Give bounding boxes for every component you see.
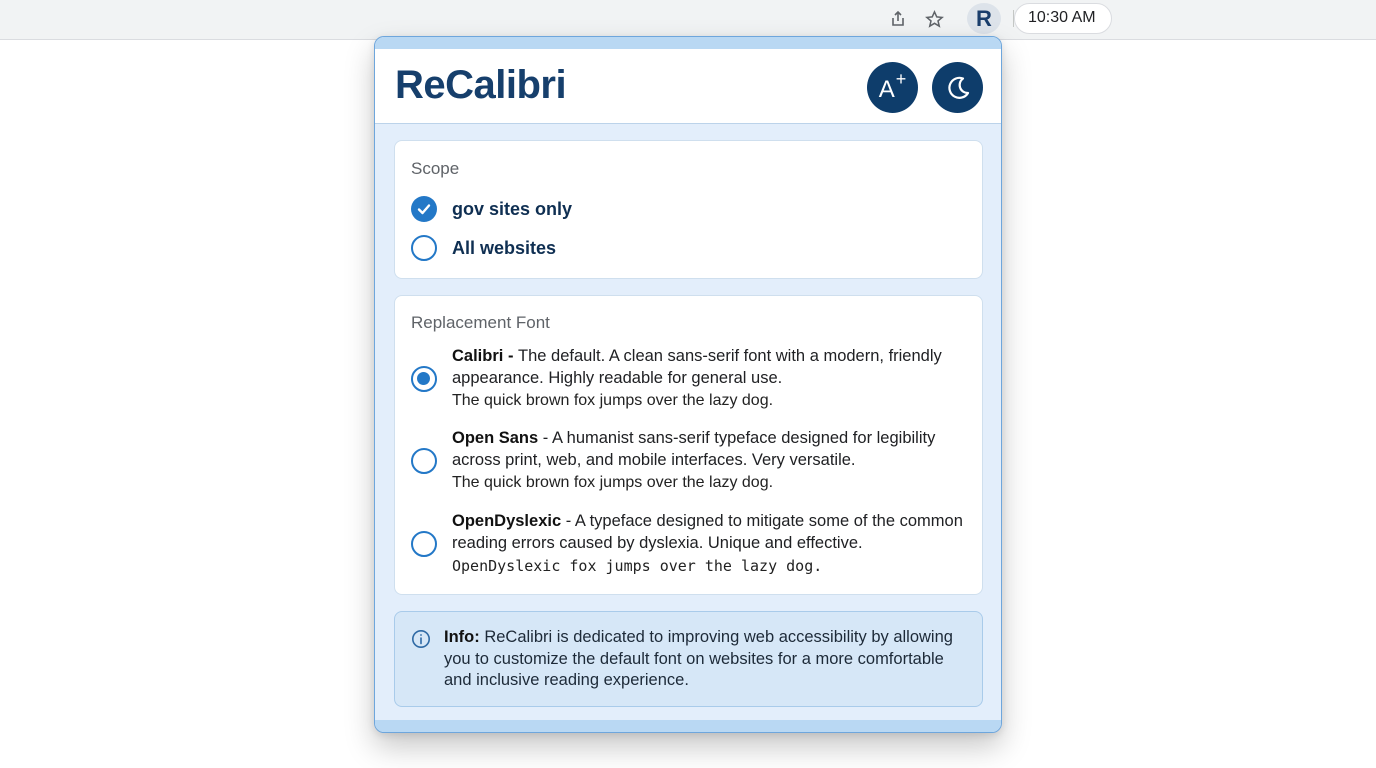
popup-top-band [375,37,1001,49]
opendyslexic-option[interactable]: OpenDyslexic - A typeface designed to mitigate some of the common reading errors caused by dyslexia. Unique and effective. OpenDyslexic fox jumps over the lazy dog. [452,510,972,577]
open-sans-option[interactable]: Open Sans - A humanist sans-serif typeface designed for legibility across print, web, and mobile interfaces. Very versatile. The quick brown fox jumps over the lazy dog. [452,427,972,494]
browser-toolbar [0,0,1376,40]
share-icon[interactable] [887,8,909,30]
extension-popup [374,36,1002,733]
info-text [444,627,974,692]
info-label: Info: [444,628,480,646]
info-icon [411,629,431,649]
replacement-font-label: Replacement Font [411,313,550,332]
scope-label: Scope [411,159,460,178]
popup-header [375,49,1001,124]
scope-card [394,140,983,279]
font-description: A typeface designed to mitigate some of the common reading errors caused by dyslexia. Unique and effective. [452,512,963,552]
font-size-icon: A+ [878,68,907,103]
toolbar-divider [1013,10,1014,27]
extension-button[interactable]: R [967,3,1001,34]
clock: 10:30 AM [1028,9,1096,26]
gov-sites-checkbox[interactable] [411,196,437,222]
font-name: OpenDyslexic [452,512,562,530]
all-websites-label[interactable]: All websites [452,238,557,258]
app-title: ReCalibri [395,63,567,107]
replacement-font-card [394,295,983,595]
opendyslexic-radio[interactable] [411,531,437,557]
info-box [394,611,983,707]
font-sample: The quick brown fox jumps over the lazy dog. [452,392,774,409]
info-body: ReCalibri is dedicated to improving web accessibility by allowing you to customize the default font on websites for a more comfortable and inclusive reading experience. [444,628,953,689]
all-websites-radio[interactable] [411,235,437,261]
popup-bottom-band [375,720,1001,732]
star-icon[interactable] [923,8,945,30]
open-sans-radio[interactable] [411,448,437,474]
calibri-option[interactable]: Calibri - The default. A clean sans-serif font with a modern, friendly appearance. Highly readable for general use. The quick brown fox jumps over the lazy dog. [452,345,972,412]
font-sample: OpenDyslexic fox jumps over the lazy dog. [452,557,823,575]
font-size-button[interactable] [867,62,918,113]
font-name: Open Sans [452,429,539,447]
font-sample: The quick brown fox jumps over the lazy dog. [452,474,774,491]
font-description: The default. A clean sans-serif font with a modern, friendly appearance. Highly readable for general use. [452,347,942,387]
gov-sites-label[interactable]: gov sites only [452,199,573,219]
font-name: Calibri [452,347,504,365]
dark-mode-button[interactable] [932,62,983,113]
font-description: A humanist sans-serif typeface designed for legibility across print, web, and mobile interfaces. Very versatile. [452,429,936,469]
moon-icon [944,74,972,102]
calibri-radio[interactable] [411,366,437,392]
check-icon [416,201,432,217]
